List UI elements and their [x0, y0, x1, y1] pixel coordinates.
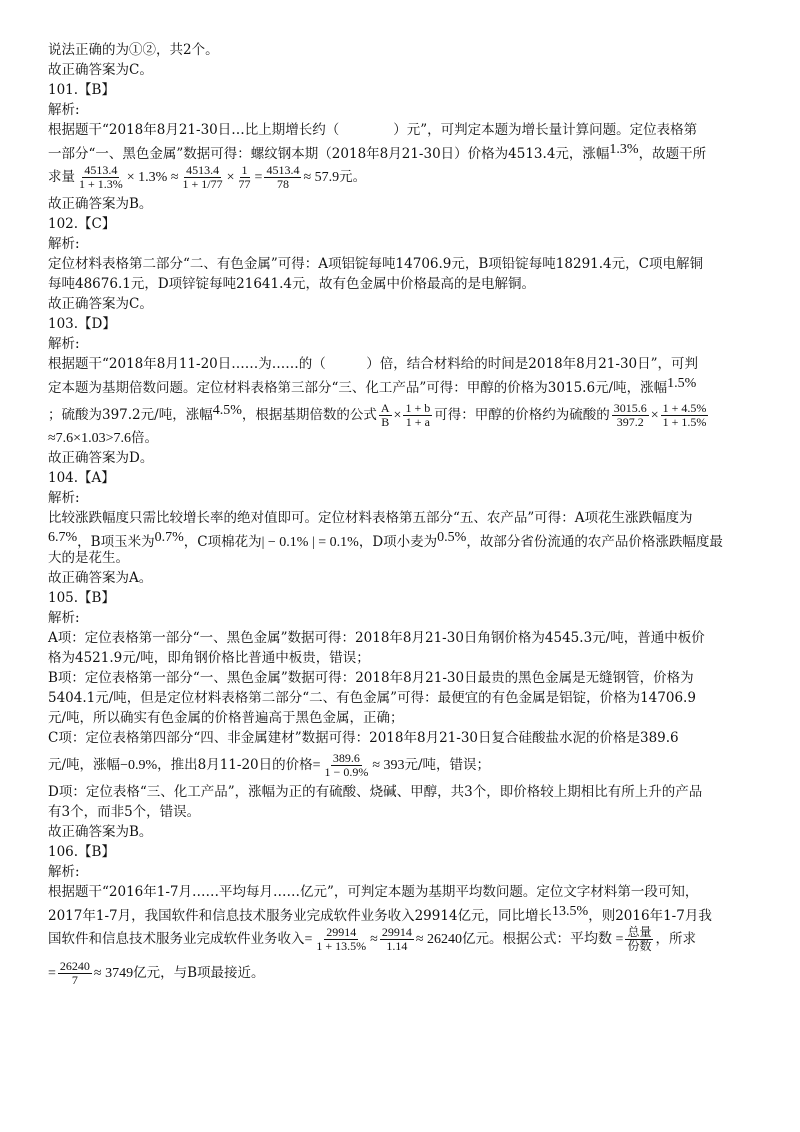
analysis-label: 解析:	[48, 102, 80, 118]
analysis-label: 解析:	[48, 490, 80, 506]
question-number: 101.【B】	[48, 82, 115, 98]
text-line: 故正确答案为D。	[48, 450, 154, 466]
text-line: 根据题干“2018年8月11-20日……为……的（ ）倍，结合材料给的时间是2018年8月21-30日”，可判	[48, 356, 699, 372]
formula-line: ；硫酸为397.2元/吨，涨幅4.5%，根据基期倍数的公式 $\frac{A}{B}$ × $\frac{1 + b}{1 + a}$ 可得：甲醇的价格约为硫酸的 $\frac{3015.6}{397.2}$ × $\frac{1 + 4.5\%}{1 + 1.5\%}$	[48, 401, 707, 429]
fraction: $\frac{1 + 4.5\%}{1 + 1.5\%}$	[662, 401, 707, 429]
text-line: 故正确答案为B。	[48, 196, 153, 212]
text-line: D项：定位表格“三、化工产品”，涨幅为正的有硫酸、烧碱、甲醇，共3个，即价格较上期相比有所上升的产品	[48, 784, 703, 800]
fraction: $\frac{4513.4}{78}$	[266, 163, 300, 191]
analysis-label: 解析:	[48, 864, 80, 880]
question-number: 104.【A】	[48, 470, 115, 486]
question-number: 103.【D】	[48, 316, 116, 332]
text-line: A项：定位表格第一部分“一、黑色金属”数据可得：2018年8月21-30日角钢价格为4545.3元/吨，普通中板价	[48, 630, 705, 646]
formula-line: 求量 $\frac{4513.4}{1 + 1.3\%}$ × 1.3% ≈ $\frac{4513.4}{1 + 1/77}$ × $\frac{1}{77}$ = $\frac{4513.4}{78}$ ≈ 57.9元。	[48, 163, 367, 191]
question-number: 106.【B】	[48, 844, 115, 860]
text-line: 故正确答案为A。	[48, 570, 153, 586]
text-line: 格为4521.9元/吨，即角钢价格比普通中板贵，错误；	[48, 650, 370, 666]
question-number: 102.【C】	[48, 216, 116, 232]
text-line: C项：定位表格第四部分“四、非金属建材”数据可得：2018年8月21-30日复合硅酸盐水泥的价格是389.6	[48, 730, 679, 746]
fraction: $\frac{389.6}{1 - 0.9\%}$	[324, 751, 369, 779]
fraction: $\frac{3015.6}{397.2}$	[613, 401, 647, 429]
text-line: 2017年1-7月，我国软件和信息技术服务业完成软件业务收入29914亿元，同比增长13.5%，则2016年1-7月我	[48, 904, 712, 924]
text-line: 有3个，而非5个，错误。	[48, 804, 201, 820]
fraction: $\frac{4513.4}{1 + 1/77}$	[182, 163, 223, 191]
analysis-label: 解析:	[48, 336, 80, 352]
fraction: $\frac{4513.4}{1 + 1.3\%}$	[79, 163, 123, 191]
text-line: 故正确答案为B。	[48, 824, 153, 840]
text-line: 故正确答案为C。	[48, 296, 153, 312]
text-line: 大的是花生。	[48, 550, 129, 566]
fraction: $\frac{29914}{1 + 13.5\%}$	[316, 925, 367, 953]
fraction: $\frac{\text{总量}}{\text{份数}}$	[627, 925, 652, 953]
formula-line: ≈7.6×1.03>7.6倍。	[48, 430, 158, 446]
text-line: 定本题为基期倍数问题。定位材料表格第三部分“三、化工产品”可得：甲醇的价格为3015.6元/吨，涨幅1.5%	[48, 376, 697, 396]
formula-line: = $\frac{26240}{7}$ ≈ 3749亿元，与B项最接近。	[48, 959, 265, 987]
formula-line: 国软件和信息技术服务业完成软件业务收入= $\frac{29914}{1 + 13.5\%}$ ≈ $\frac{29914}{1.14}$ ≈ 26240亿元。根据公式：平均数 = $\frac{\text{总量}}{\text{份数}}$ ，所求	[48, 925, 696, 953]
fraction: $\frac{A}{B}$	[380, 401, 390, 429]
text-line: 一部分“一、黑色金属”数据可得：螺纹钢本期（2018年8月21-30日）价格为4513.4元，涨幅1.3%，故题干所	[48, 142, 707, 162]
analysis-label: 解析:	[48, 236, 80, 252]
text-line: 根据题干“2018年8月21-30日…比上期增长约（ ）元”，可判定本题为增长量计算问题。定位表格第	[48, 122, 698, 138]
text-line: 定位材料表格第二部分“二、有色金属”可得：A项铝锭每吨14706.9元，B项铅锭每吨18291.4元，C项电解铜	[48, 256, 703, 272]
text-line: 5404.1元/吨，但是定位材料表格第二部分“二、有色金属”可得：最便宜的有色金属是铝锭，价格为14706.9	[48, 690, 696, 706]
analysis-label: 解析:	[48, 610, 80, 626]
fraction: $\frac{1}{77}$	[238, 163, 251, 191]
fraction: $\frac{26240}{7}$	[59, 959, 90, 987]
formula-line: 元/吨，涨幅−0.9%，推出8月11-20日的价格= $\frac{389.6}{1 - 0.9\%}$ ≈ 393元/吨，错误；	[48, 751, 491, 779]
document-body	[48, 40, 753, 990]
text-line: 根据题干“2016年1-7月……平均每月……亿元”，可判定本题为基期平均数问题。定位文字材料第一段可知，	[48, 884, 699, 900]
text-line: 故正确答案为C。	[48, 62, 153, 78]
text-line: 6.7%，B项玉米为0.7%，C项棉花为| − 0.1% | = 0.1%，D项小麦为0.5%，故部分省份流通的农产品价格涨跌幅度最	[48, 530, 723, 550]
text-line: 比较涨跌幅度只需比较增长率的绝对值即可。定位材料表格第五部分“五、农产品”可得：A项花生涨跌幅度为	[48, 510, 693, 526]
text-line: 说法正确的为①②，共2个。	[48, 42, 219, 58]
question-number: 105.【B】	[48, 590, 115, 606]
fraction: $\frac{1 + b}{1 + a}$	[405, 401, 431, 429]
text-line: B项：定位表格第一部分“一、黑色金属”数据可得：2018年8月21-30日最贵的黑色金属是无缝钢管，价格为	[48, 670, 694, 686]
text-line: 每吨48676.1元，D项锌锭每吨21641.4元，故有色金属中价格最高的是电解铜。	[48, 276, 535, 292]
fraction: $\frac{29914}{1.14}$	[381, 925, 412, 953]
text-line: 元/吨，所以确实有色金属的价格普遍高于黑色金属，正确；	[48, 710, 404, 726]
